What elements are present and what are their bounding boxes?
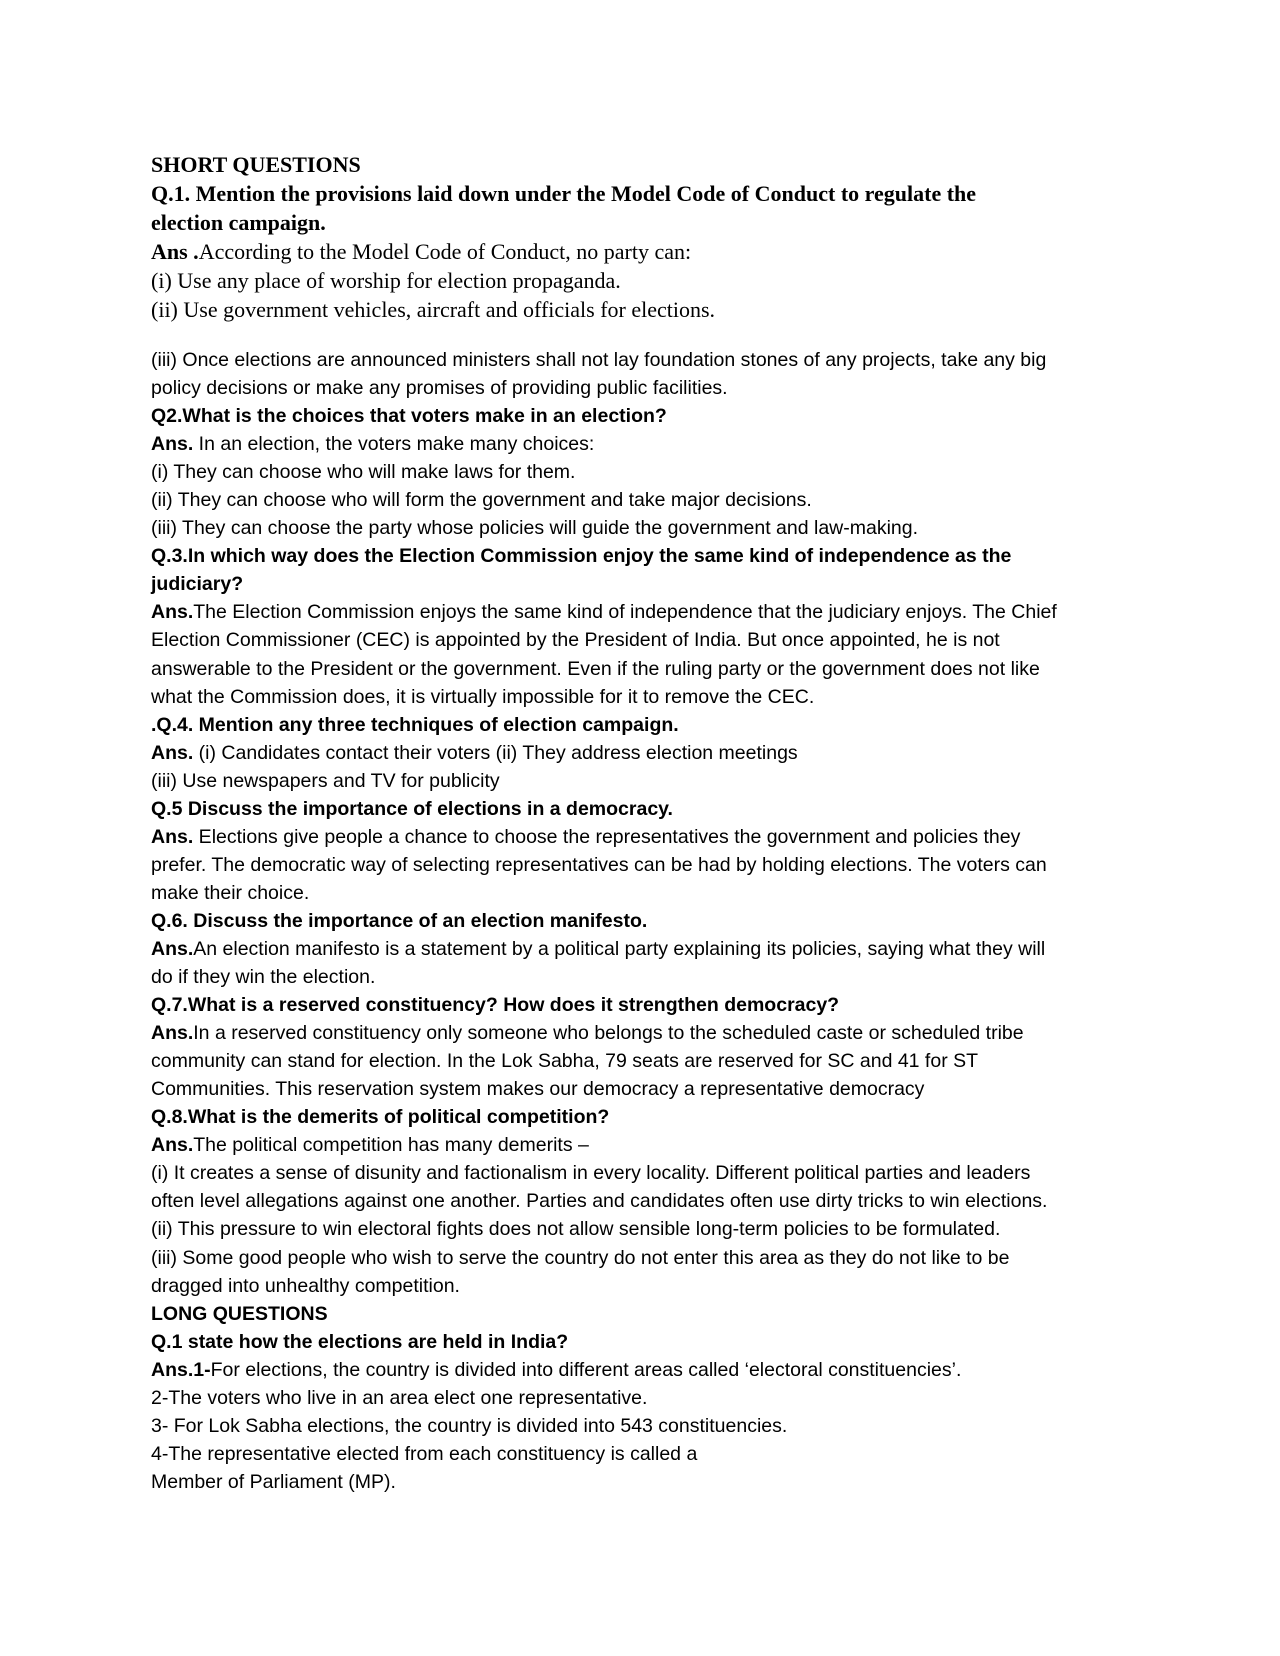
- answer-3-line-2: Election Commissioner (CEC) is appointed by the President of India. But once appointed, he is not: [151, 629, 1000, 652]
- answer-label: Ans.: [151, 741, 194, 764]
- answer-text: (i) Candidates contact their voters (ii) They address election meetings: [193, 741, 798, 764]
- answer-8-point-3-line-1: (iii) Some good people who wish to serve the country do not enter this area as they do not like to be: [151, 1246, 1010, 1269]
- answer-text: The Election Commission enjoys the same kind of independence that the judiciary enjoys. The Chief: [193, 601, 1057, 624]
- answer-5-line-3: make their choice.: [151, 881, 310, 904]
- answer-label: Ans.: [151, 937, 194, 960]
- answer-6-line-1: [151, 935, 1151, 963]
- answer-1-point-2: (ii) Use government vehicles, aircraft and officials for elections.: [151, 297, 716, 322]
- answer-text: In a reserved constituency only someone who belongs to the scheduled caste or scheduled tribe: [193, 1022, 1024, 1045]
- answer-text: Elections give people a chance to choose the representatives the government and policies they: [193, 825, 1021, 848]
- answer-8-point-1-line-2: often level allegations against one another. Parties and candidates often use dirty tricks to win elections.: [151, 1190, 1048, 1213]
- answer-4-line-2: (iii) Use newspapers and TV for publicity: [151, 769, 500, 792]
- answer-2: [151, 430, 1151, 458]
- long-answer-1-line-4: 4-The representative elected from each constituency is called a: [151, 1442, 698, 1465]
- long-answer-1-line-1: [151, 1356, 1151, 1384]
- answer-text: The political competition has many demerits –: [193, 1134, 589, 1157]
- section-heading-short: SHORT QUESTIONS: [151, 152, 361, 177]
- answer-label: Ans.: [151, 1134, 194, 1157]
- answer-text: In an election, the voters make many choices:: [193, 433, 595, 456]
- long-answer-1-line-2: 2-The voters who live in an area elect one representative.: [151, 1386, 648, 1409]
- answer-label: Ans.: [151, 825, 194, 848]
- answer-7-line-2: community can stand for election. In the Lok Sabha, 79 seats are reserved for SC and 41 for ST: [151, 1050, 979, 1073]
- answer-label: Ans.: [151, 1022, 194, 1045]
- long-question-1: Q.1 state how the elections are held in India?: [151, 1330, 569, 1353]
- answer-label: Ans.: [151, 433, 194, 456]
- answer-8-point-3-line-2: dragged into unhealthy competition.: [151, 1274, 460, 1297]
- long-answer-1-line-3: 3- For Lok Sabha elections, the country is divided into 543 constituencies.: [151, 1414, 788, 1437]
- question-3-line-1: Q.3.In which way does the Election Commission enjoy the same kind of independence as the: [151, 545, 1012, 568]
- question-8: Q.8.What is the demerits of political competition?: [151, 1106, 610, 1129]
- answer-3-line-1: [151, 598, 1151, 626]
- question-2: Q2.What is the choices that voters make in an election?: [151, 405, 667, 428]
- answer-1-point-3-line-1: (iii) Once elections are announced ministers shall not lay foundation stones of any projects, take any big: [151, 349, 1047, 371]
- question-1-line-2: election campaign.: [151, 210, 326, 235]
- question-4: .Q.4. Mention any three techniques of election campaign.: [151, 713, 679, 736]
- question-1-line-1: Q.1. Mention the provisions laid down under the Model Code of Conduct to regulate the: [151, 181, 977, 206]
- answer-2-point-1: (i) They can choose who will make laws for them.: [151, 461, 576, 484]
- question-6: Q.6. Discuss the importance of an election manifesto.: [151, 909, 648, 932]
- answer-3-line-3: answerable to the President or the government. Even if the ruling party or the government does not like: [151, 657, 1040, 680]
- answer-text: For elections, the country is divided into different areas called ‘electoral constituencies’.: [210, 1358, 962, 1381]
- long-answer-1-line-5: Member of Parliament (MP).: [151, 1470, 396, 1493]
- question-3-line-2: judiciary?: [151, 573, 244, 596]
- answer-text: An election manifesto is a statement by a political party explaining its policies, saying what they will: [193, 937, 1046, 960]
- answer-label: Ans.1-: [151, 1358, 211, 1381]
- answer-3-line-4: what the Commission does, it is virtually impossible for it to remove the CEC.: [151, 685, 815, 708]
- answer-2-point-3: (iii) They can choose the party whose policies will guide the government and law-making.: [151, 517, 919, 540]
- answer-1-point-3-line-2: policy decisions or make any promises of providing public facilities.: [151, 377, 728, 400]
- answer-7-line-1: [151, 1019, 1151, 1047]
- answer-label: Ans.: [151, 601, 194, 624]
- answer-1: [151, 237, 1151, 266]
- serif-section: [151, 150, 1151, 324]
- section-heading-long: LONG QUESTIONS: [151, 1302, 328, 1325]
- answer-6-line-2: do if they win the election.: [151, 966, 376, 989]
- answer-4-line-1: [151, 739, 1151, 767]
- answer-8-point-1-line-1: (i) It creates a sense of disunity and factionalism in every locality. Different political parties and leaders: [151, 1162, 1031, 1185]
- question-5: Q.5 Discuss the importance of elections in a democracy.: [151, 797, 673, 820]
- answer-8: [151, 1131, 1151, 1159]
- answer-1-point-1: (i) Use any place of worship for election propaganda.: [151, 268, 621, 293]
- answer-5-line-1: [151, 823, 1151, 851]
- answer-8-point-2: (ii) This pressure to win electoral fights does not allow sensible long-term policies to be formulated.: [151, 1218, 1001, 1241]
- answer-text: According to the Model Code of Conduct, no party can:: [198, 239, 692, 264]
- question-7: Q.7.What is a reserved constituency? How does it strengthen democracy?: [151, 994, 840, 1017]
- sans-section: [151, 346, 1151, 1496]
- answer-5-line-2: prefer. The democratic way of selecting representatives can be had by holding elections. The voters can: [151, 853, 1047, 876]
- answer-2-point-2: (ii) They can choose who will form the government and take major decisions.: [151, 489, 812, 512]
- answer-label: Ans .: [151, 239, 199, 264]
- answer-7-line-3: Communities. This reservation system makes our democracy a representative democracy: [151, 1078, 925, 1101]
